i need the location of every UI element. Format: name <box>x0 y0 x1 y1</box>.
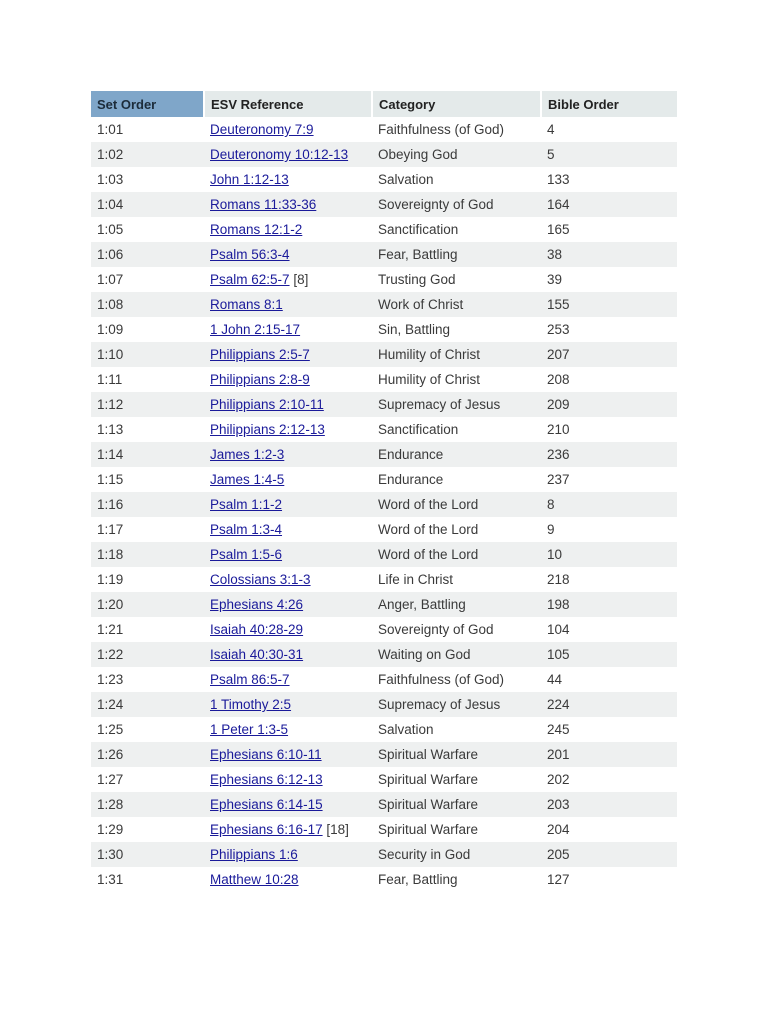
verse-reference-link[interactable]: Philippians 2:8-9 <box>210 372 310 387</box>
bible-order-cell: 105 <box>541 642 677 667</box>
verse-reference-link[interactable]: Romans 11:33-36 <box>210 197 317 212</box>
table-row <box>91 617 677 642</box>
table-row <box>91 367 677 392</box>
reference-cell <box>204 717 372 742</box>
table-row <box>91 392 677 417</box>
verse-table <box>91 91 677 892</box>
bible-order-cell: 208 <box>547 372 570 387</box>
set-order-cell: 1:25 <box>97 722 124 737</box>
bible-order-cell: 165 <box>547 222 570 237</box>
category-cell: Faithfulness (of God) <box>378 122 505 137</box>
set-order-cell: 1:16 <box>91 492 204 517</box>
category-cell: Word of the Lord <box>372 542 541 567</box>
set-order-cell: 1:15 <box>97 472 124 487</box>
category-cell: Spiritual Warfare <box>372 792 541 817</box>
category-cell: Obeying God <box>372 142 541 167</box>
verse-reference-link[interactable]: Psalm 1:3-4 <box>210 522 283 537</box>
bible-order-cell: 198 <box>541 592 677 617</box>
reference-cell <box>204 142 372 167</box>
category-cell: Waiting on God <box>372 642 541 667</box>
bible-order-cell: 236 <box>541 442 677 467</box>
verse-reference-link[interactable]: Colossians 3:1-3 <box>210 572 311 587</box>
reference-cell <box>204 542 372 567</box>
reference-cell <box>204 642 372 667</box>
verse-reference-link[interactable]: James 1:2-3 <box>210 447 285 462</box>
reference-cell <box>204 567 372 592</box>
table-row <box>91 142 677 167</box>
bible-order-cell: 237 <box>547 472 570 487</box>
table-row <box>91 417 677 442</box>
reference-cell <box>204 267 372 292</box>
table-row <box>91 667 677 692</box>
table-row <box>91 192 677 217</box>
category-cell: Humility of Christ <box>372 342 541 367</box>
set-order-cell: 1:21 <box>97 622 124 637</box>
bible-order-cell: 218 <box>547 572 570 587</box>
reference-cell <box>204 842 372 867</box>
category-cell: Humility of Christ <box>378 372 481 387</box>
table-row <box>91 742 677 767</box>
table-row <box>91 492 677 517</box>
reference-cell <box>204 367 372 392</box>
bible-order-cell: 44 <box>547 672 563 687</box>
bible-order-cell: 245 <box>547 722 570 737</box>
reference-cell <box>204 492 372 517</box>
category-cell: Fear, Battling <box>372 242 541 267</box>
verse-reference-link[interactable]: Psalm 56:3-4 <box>210 247 290 262</box>
verse-reference-link[interactable]: Philippians 1:6 <box>210 847 298 862</box>
category-cell: Security in God <box>372 842 541 867</box>
category-cell: Supremacy of Jesus <box>372 692 541 717</box>
reference-cell <box>204 667 372 692</box>
table-row <box>91 817 677 842</box>
bible-order-cell: 209 <box>541 392 677 417</box>
verse-reference-link[interactable]: John 1:12-13 <box>210 172 289 187</box>
category-cell: Word of the Lord <box>378 522 479 537</box>
verse-reference-link[interactable]: 1 John 2:15-17 <box>210 322 301 337</box>
set-order-cell: 1:14 <box>91 442 204 467</box>
table-row <box>91 642 677 667</box>
category-cell: Salvation <box>378 722 434 737</box>
reference-cell <box>204 767 372 792</box>
bible-order-cell: 210 <box>547 422 570 437</box>
verse-reference-link[interactable]: Ephesians 6:10-11 <box>210 747 322 762</box>
verse-reference-link[interactable]: Ephesians 4:26 <box>210 597 304 612</box>
reference-cell <box>204 867 372 892</box>
category-cell: Sanctification <box>378 422 459 437</box>
reference-cell <box>204 117 372 142</box>
set-order-cell: 1:07 <box>97 272 124 287</box>
verse-reference-link[interactable]: Philippians 2:5-7 <box>210 347 310 362</box>
table-row <box>91 467 677 492</box>
set-order-cell: 1:10 <box>91 342 204 367</box>
set-order-cell: 1:08 <box>91 292 204 317</box>
bible-order-cell: 204 <box>547 822 570 837</box>
verse-reference-link[interactable]: Psalm 62:5-7 <box>210 272 290 287</box>
verse-reference-link[interactable]: Isaiah 40:28-29 <box>210 622 304 637</box>
reference-cell <box>204 817 372 842</box>
table-row <box>91 867 677 892</box>
verse-reference-link[interactable]: Romans 8:1 <box>210 297 283 312</box>
table-row <box>91 842 677 867</box>
set-order-cell: 1:29 <box>97 822 124 837</box>
table-row <box>91 767 677 792</box>
verse-reference-link[interactable]: 1 Timothy 2:5 <box>210 697 292 712</box>
category-cell: Word of the Lord <box>372 492 541 517</box>
set-order-cell: 1:31 <box>97 872 124 887</box>
set-order-cell: 1:17 <box>97 522 124 537</box>
category-cell: Sovereignty of God <box>372 192 541 217</box>
set-order-cell: 1:02 <box>91 142 204 167</box>
reference-cell <box>204 292 372 317</box>
reference-cell <box>204 442 372 467</box>
verse-extension-note: [18] <box>326 822 349 837</box>
verse-reference-link[interactable]: Psalm 1:1-2 <box>210 497 283 512</box>
table-row <box>91 792 677 817</box>
set-order-cell: 1:28 <box>91 792 204 817</box>
reference-cell <box>204 467 372 492</box>
set-order-cell: 1:27 <box>97 772 124 787</box>
verse-reference-link[interactable]: Deuteronomy 7:9 <box>210 122 314 137</box>
set-order-cell: 1:26 <box>91 742 204 767</box>
set-order-cell: 1:04 <box>91 192 204 217</box>
reference-cell <box>204 617 372 642</box>
set-order-cell: 1:20 <box>91 592 204 617</box>
table-row <box>91 117 677 142</box>
category-cell: Salvation <box>378 172 434 187</box>
set-order-cell: 1:13 <box>97 422 124 437</box>
bible-order-cell: 10 <box>541 542 677 567</box>
bible-order-cell: 253 <box>547 322 570 337</box>
table-row <box>91 242 677 267</box>
set-order-cell: 1:11 <box>97 372 123 387</box>
category-cell: Trusting God <box>378 272 456 287</box>
table-row <box>91 692 677 717</box>
category-cell: Spiritual Warfare <box>378 822 479 837</box>
bible-order-cell: 133 <box>547 172 570 187</box>
bible-order-cell: 5 <box>541 142 677 167</box>
verse-reference-link[interactable]: Ephesians 6:14-15 <box>210 797 323 812</box>
table-row <box>91 717 677 742</box>
reference-cell <box>204 167 372 192</box>
verse-reference-link[interactable]: Philippians 2:10-11 <box>210 397 324 412</box>
category-cell: Sin, Battling <box>378 322 451 337</box>
bible-order-cell: 127 <box>547 872 570 887</box>
bible-order-cell: 203 <box>541 792 677 817</box>
verse-reference-link[interactable]: Ephesians 6:12-13 <box>210 772 323 787</box>
category-cell: Faithfulness (of God) <box>378 672 505 687</box>
header-bible-order[interactable]: Bible Order <box>541 91 677 117</box>
verse-reference-link[interactable]: 1 Peter 1:3-5 <box>210 722 289 737</box>
verse-reference-link[interactable]: James 1:4-5 <box>210 472 285 487</box>
verse-extension-note: [8] <box>293 272 309 287</box>
category-cell: Endurance <box>378 472 444 487</box>
verse-reference-link[interactable]: Ephesians 6:16-17 <box>210 822 323 837</box>
bible-order-cell: 155 <box>541 292 677 317</box>
set-order-cell: 1:30 <box>91 842 204 867</box>
set-order-cell: 1:01 <box>97 122 124 137</box>
verse-reference-link[interactable]: Psalm 1:5-6 <box>210 547 283 562</box>
verse-reference-link[interactable]: Romans 12:1-2 <box>210 222 303 237</box>
reference-cell <box>204 517 372 542</box>
bible-order-cell: 4 <box>547 122 555 137</box>
bible-order-cell: 38 <box>541 242 677 267</box>
table-row <box>91 317 677 342</box>
set-order-cell: 1:23 <box>97 672 124 687</box>
category-cell: Sanctification <box>378 222 459 237</box>
set-order-cell: 1:19 <box>97 572 124 587</box>
table-row <box>91 517 677 542</box>
reference-cell <box>204 192 372 217</box>
category-cell: Spiritual Warfare <box>372 742 541 767</box>
reference-cell <box>204 342 372 367</box>
set-order-cell: 1:18 <box>91 542 204 567</box>
table-row <box>91 442 677 467</box>
category-cell: Life in Christ <box>378 572 454 587</box>
verse-reference-link[interactable]: Matthew 10:28 <box>210 872 299 887</box>
header-set-order[interactable]: Set Order <box>91 91 204 117</box>
reference-cell <box>204 592 372 617</box>
verse-reference-link[interactable]: Deuteronomy 10:12-13 <box>210 147 349 162</box>
header-row <box>91 91 677 117</box>
category-cell: Supremacy of Jesus <box>372 392 541 417</box>
set-order-cell: 1:09 <box>97 322 124 337</box>
table-row <box>91 292 677 317</box>
table-body <box>91 117 677 892</box>
table-row <box>91 167 677 192</box>
reference-cell <box>204 242 372 267</box>
verse-reference-link[interactable]: Isaiah 40:30-31 <box>210 647 304 662</box>
set-order-cell: 1:05 <box>97 222 124 237</box>
bible-order-cell: 207 <box>541 342 677 367</box>
verse-reference-link[interactable]: Philippians 2:12-13 <box>210 422 325 437</box>
category-cell: Endurance <box>372 442 541 467</box>
bible-order-cell: 104 <box>547 622 570 637</box>
verse-reference-link[interactable]: Psalm 86:5-7 <box>210 672 290 687</box>
category-cell: Anger, Battling <box>372 592 541 617</box>
bible-order-cell: 202 <box>547 772 570 787</box>
table-row <box>91 342 677 367</box>
bible-order-cell: 205 <box>541 842 677 867</box>
table-row <box>91 567 677 592</box>
reference-cell <box>204 792 372 817</box>
table-row <box>91 542 677 567</box>
header-esv-reference[interactable]: ESV Reference <box>204 91 372 117</box>
reference-cell <box>204 392 372 417</box>
bible-order-cell: 201 <box>541 742 677 767</box>
category-cell: Sovereignty of God <box>378 622 494 637</box>
category-cell: Spiritual Warfare <box>378 772 479 787</box>
bible-order-cell: 164 <box>541 192 677 217</box>
table-row <box>91 592 677 617</box>
set-order-cell: 1:24 <box>91 692 204 717</box>
bible-order-cell: 8 <box>541 492 677 517</box>
reference-cell <box>204 217 372 242</box>
reference-cell <box>204 742 372 767</box>
set-order-cell: 1:12 <box>91 392 204 417</box>
category-cell: Fear, Battling <box>378 872 458 887</box>
bible-order-cell: 39 <box>547 272 563 287</box>
table-row <box>91 267 677 292</box>
set-order-cell: 1:03 <box>97 172 124 187</box>
set-order-cell: 1:22 <box>91 642 204 667</box>
bible-order-cell: 9 <box>547 522 555 537</box>
reference-cell <box>204 417 372 442</box>
table-row <box>91 217 677 242</box>
header-category[interactable]: Category <box>372 91 541 117</box>
reference-cell <box>204 317 372 342</box>
set-order-cell: 1:06 <box>91 242 204 267</box>
category-cell: Work of Christ <box>372 292 541 317</box>
bible-order-cell: 224 <box>541 692 677 717</box>
reference-cell <box>204 692 372 717</box>
